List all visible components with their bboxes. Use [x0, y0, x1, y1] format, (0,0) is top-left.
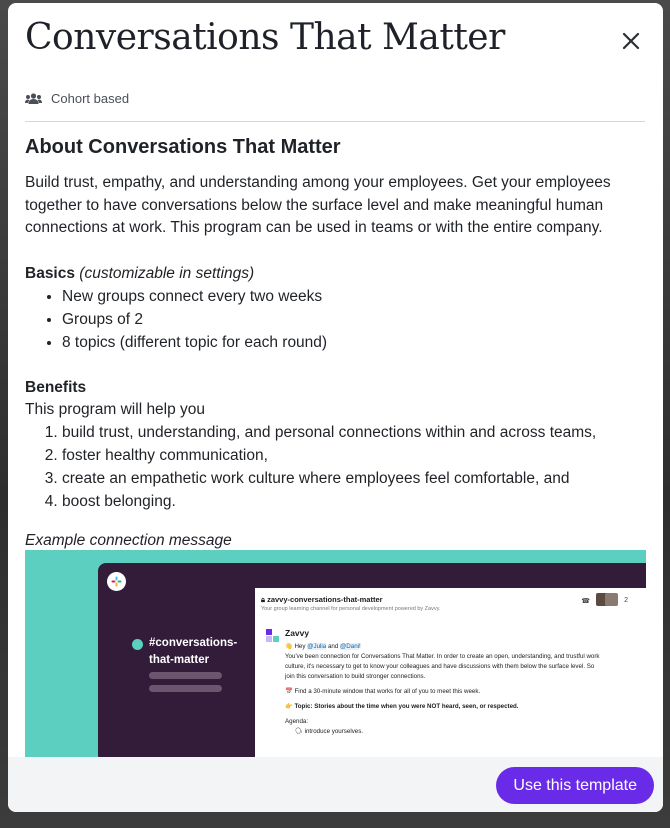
slack-window	[98, 563, 646, 760]
channel-item	[132, 635, 237, 669]
slack-logo-icon	[107, 572, 126, 591]
modal-footer	[8, 757, 663, 812]
basics-list	[25, 285, 650, 354]
modal-title: Conversations That Matter	[25, 17, 505, 58]
basics-title: Basics	[25, 264, 75, 282]
list-item: • New groups connect every two weeks	[62, 285, 650, 308]
template-modal	[8, 3, 663, 812]
topic-text: Topic: Stories about the time when you were NOT heard, seen, or respected.	[294, 703, 519, 710]
slack-message-pane	[255, 588, 646, 760]
example-message-image	[25, 550, 646, 760]
benefits-intro: This program will help you	[25, 400, 206, 418]
pane-tools	[581, 593, 628, 608]
lock-icon: 🔒︎	[261, 595, 265, 604]
close-icon	[622, 32, 640, 50]
wave-icon: 👋	[285, 643, 293, 650]
greeting-text: and	[327, 643, 339, 650]
divider	[25, 121, 645, 122]
find-window-text: Find a 30-minute window that works for all of you to meet this week.	[294, 688, 481, 695]
program-type	[25, 91, 129, 106]
use-template-button[interactable]: Use this template	[496, 767, 654, 804]
group-icon	[25, 93, 42, 104]
calendar-icon: 📅	[285, 688, 293, 695]
bot-name: Zavvy	[285, 628, 310, 638]
modal-content	[25, 133, 650, 552]
placeholder-bar	[149, 672, 222, 679]
zavvy-avatar-icon	[266, 629, 279, 642]
agenda-label: Agenda:	[285, 718, 309, 725]
channel-name-line: that-matter	[149, 654, 210, 666]
pane-title-text: zavvy-conversations-that-matter	[267, 595, 383, 604]
speech-icon: 🗣	[295, 728, 303, 735]
close-button[interactable]	[615, 25, 647, 57]
basics-heading	[25, 263, 650, 285]
list-item: • Groups of 2	[62, 308, 650, 331]
list-item: 2. foster healthy communication,	[62, 444, 650, 467]
list-item: 3. create an empathetic work culture where employees feel comfortable, and	[62, 467, 650, 490]
example-caption: Example connection message	[25, 531, 232, 549]
pane-title	[261, 595, 383, 605]
placeholder-bar	[149, 685, 222, 692]
benefits-heading	[25, 377, 650, 399]
hand-icon: 👉	[285, 703, 293, 710]
channel-dot	[132, 639, 143, 650]
find-window-line	[285, 687, 605, 697]
benefits-title: Benefits	[25, 378, 87, 396]
greeting-text: !	[359, 643, 361, 650]
basics-note: (customizable in settings)	[79, 264, 255, 282]
phone-icon: ☎	[581, 597, 591, 605]
member-count: 2	[624, 597, 628, 604]
pane-subtitle: Your group learning channel for personal development powered by Zavvy.	[261, 606, 441, 612]
benefits-list	[25, 421, 650, 513]
channel-name-line: #conversations-	[149, 637, 238, 649]
channel-name	[149, 635, 237, 669]
member-avatars	[596, 593, 618, 608]
message-body: You've been connection for Conversations That Matter. In order to create an open, understanding, and trustful work culture, it's necessary to get to know your colleagues and have discussions with them below the surface level. So join this conversation to build stronger connections.	[285, 653, 600, 680]
agenda-item	[285, 727, 605, 737]
program-description: Build trust, empathy, and understanding among your employees. Get your employees together to have conversations below the surface level and make meaningful human connections at work. This program can be used in teams or with the entire company.	[25, 174, 611, 236]
program-type-label: Cohort based	[51, 91, 130, 106]
greeting-text: Hey	[294, 643, 306, 650]
list-item: 4. boost belonging.	[62, 490, 650, 513]
mention: @Dani	[340, 643, 360, 650]
bot-message	[285, 642, 605, 737]
about-heading: About Conversations That Matter	[25, 136, 341, 158]
list-item: 1. build trust, understanding, and personal connections within and across teams,	[62, 421, 650, 444]
list-item: • 8 topics (different topic for each round)	[62, 331, 650, 354]
greeting-line	[285, 642, 605, 682]
mention: @Julia	[307, 643, 327, 650]
agenda-item-text: introduce yourselves.	[304, 728, 364, 735]
topic-line	[285, 702, 605, 712]
